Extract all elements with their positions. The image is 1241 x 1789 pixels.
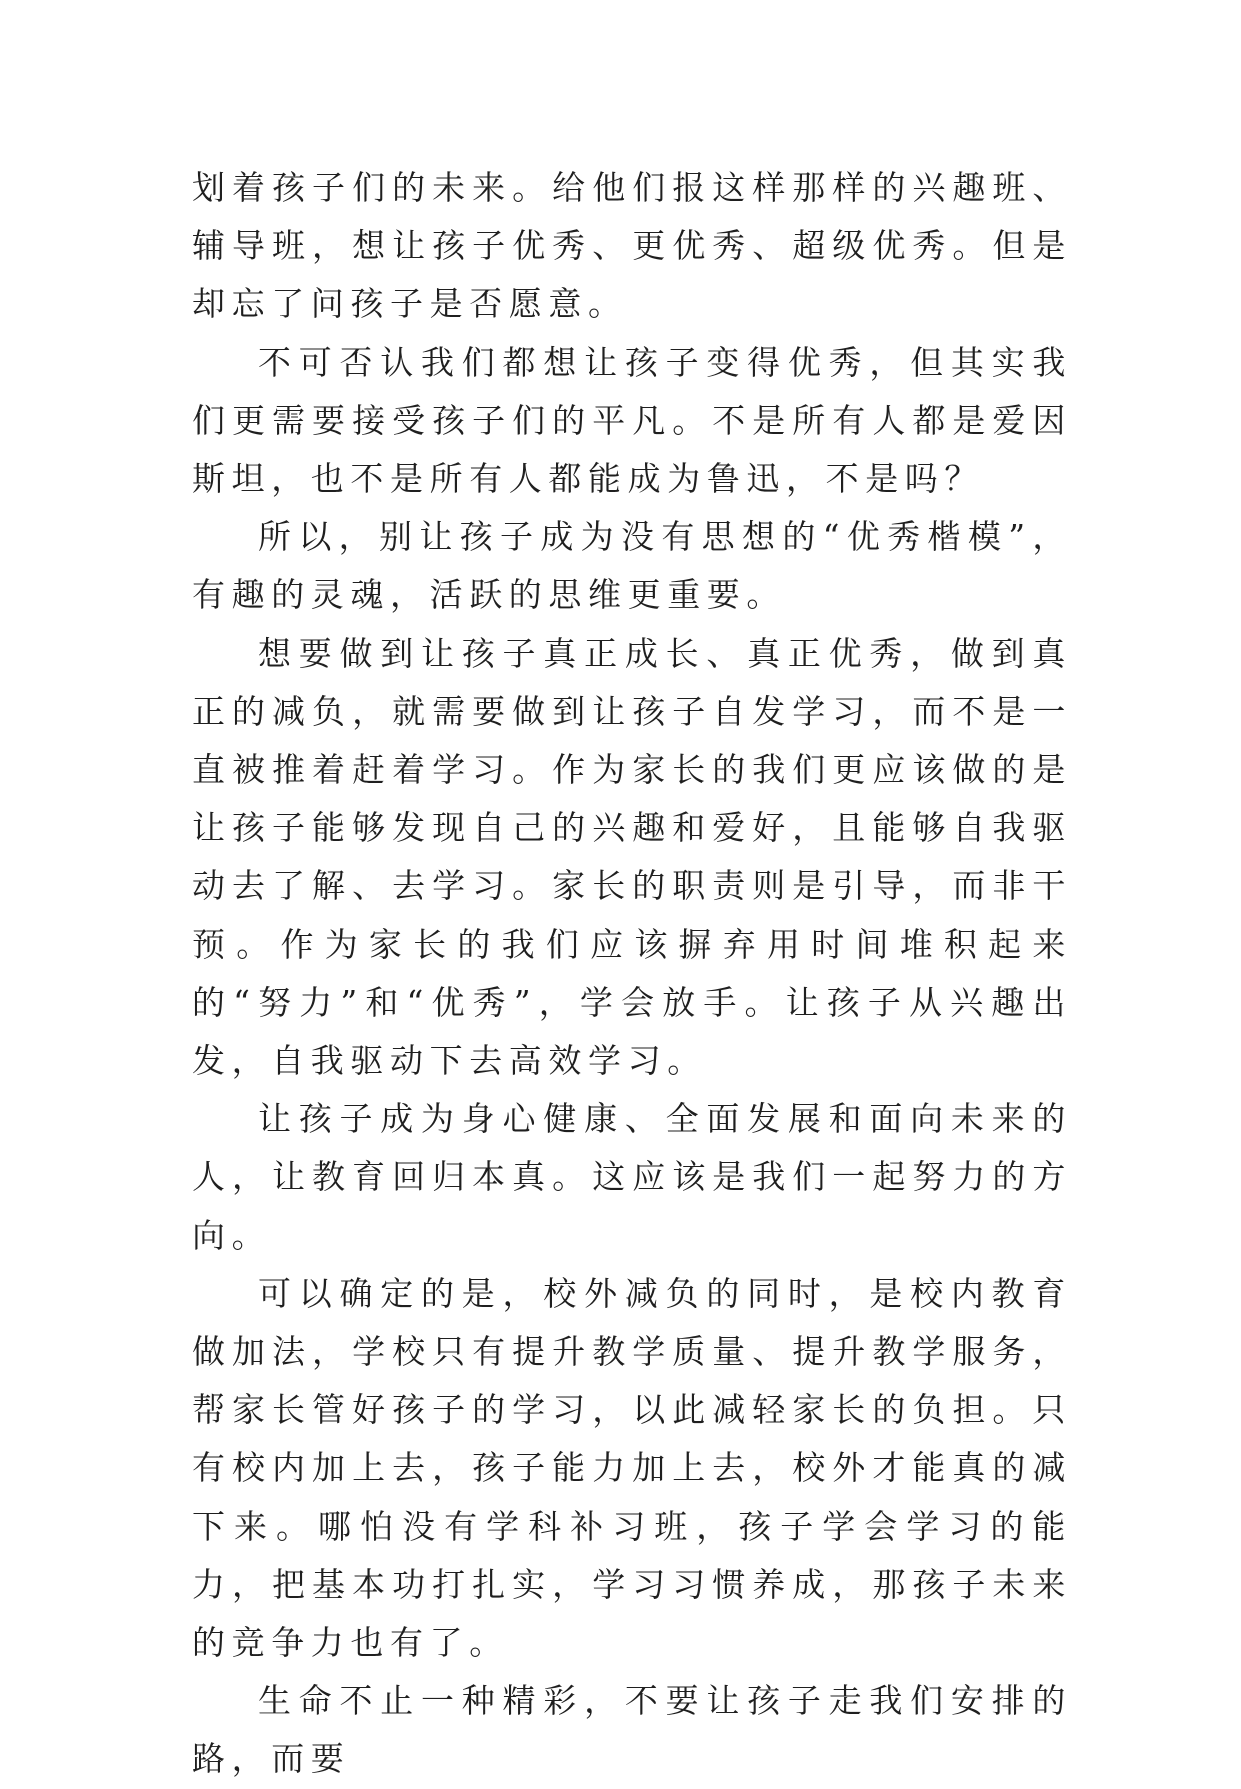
document-body (192, 159, 1072, 1789)
paragraph: 可以确定的是，校外减负的同时，是校内教育做加法，学校只有提升教学质量、提升教学服务，帮家长管好孩子的学习，以此减轻家长的负担。只有校内加上去，孩子能力加上去，校外才能真的减下来。哪怕没有学科补习班，孩子学会学习的能力，把基本功打扎实，学习习惯养成，那孩子未来的竞争力也有了。 (192, 1273, 1072, 1663)
paragraph-continued: 划着孩子们的未来。给他们报这样那样的兴趣班、辅导班，想让孩子优秀、更优秀、超级优秀。但是却忘了问孩子是否愿意。 (192, 168, 1072, 324)
paragraph: 不可否认我们都想让孩子变得优秀，但其实我们更需要接受孩子们的平凡。不是所有人都是爱因斯坦，也不是所有人都能成为鲁迅，不是吗？ (192, 342, 1072, 499)
paragraph: 想要做到让孩子真正成长、真正优秀，做到真正的减负，就需要做到让孩子自发学习，而不是一直被推着赶着学习。作为家长的我们更应该做的是让孩子能够发现自己的兴趣和爱好，且能够自我驱动去了解、去学习。家长的职责则是引导，而非干预。作为家长的我们应该摒弃用时间堆积起来的“努力”和“优秀”，学会放手。让孩子从兴趣出发，自我驱动下去高效学习。 (192, 633, 1072, 1081)
paragraph: 让孩子成为身心健康、全面发展和面向未来的人，让教育回归本真。这应该是我们一起努力的方向。 (192, 1099, 1072, 1255)
paragraph: 所以，别让孩子成为没有思想的“优秀楷模”，有趣的灵魂，活跃的思维更重要。 (192, 517, 1072, 615)
paragraph: 生命不止一种精彩，不要让孩子走我们安排的路，而要 (192, 1681, 1072, 1779)
